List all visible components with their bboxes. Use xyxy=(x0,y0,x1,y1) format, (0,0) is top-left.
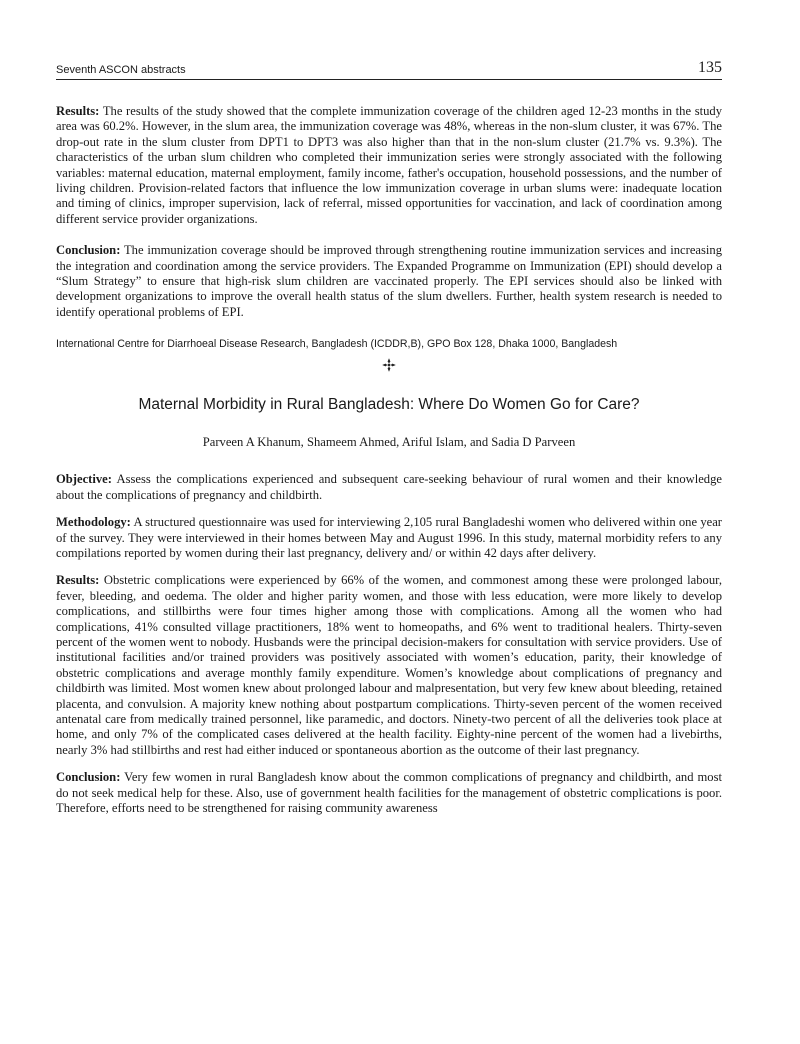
results-heading: Results: xyxy=(56,573,100,588)
article-title: Maternal Morbidity in Rural Bangladesh: Where Do Women Go for Care? xyxy=(138,396,640,414)
objective-paragraph xyxy=(56,472,722,503)
conclusion-text: Very few women in rural Bangladesh know about the common complications of pregnancy and childbirth, and most do not seek medical help for these. Also, use of government health facilities for the management of obstetric complications is poor. Therefore, efforts need to be strengthened for raising community awareness xyxy=(56,770,722,815)
section-divider xyxy=(56,357,722,377)
objective-heading: Objective: xyxy=(56,472,112,487)
ornament-cross-icon xyxy=(381,357,397,373)
affiliation: International Centre for Diarrhoeal Disease Research, Bangladesh (ICDDR,B), GPO Box 128, Dhaka 1000, Bangladesh xyxy=(56,338,618,351)
running-head xyxy=(56,60,722,80)
results-text: Obstetric complications were experienced by 66% of the women, and commonest among these were prolonged labour, fever, bleeding, and oedema. The older and higher parity women, and those with less education, were more likely to develop complications, and stillbirths were four times higher among those with complications. Among all the women who had complications, 41% consulted village practitioners, 18% went to homeopaths, and 6% went to traditional healers. Thirty-seven percent of the women went to nobody. Husbands were the principal decision-makers for consultation with service providers. Use of institutional facilities and/or trained providers was positively associated with women’s education, parity, their knowledge of obstetric complications and average monthly family expenditure. Women’s knowledge about complications of pregnancy and childbirth was limited. Most women knew about prolonged labour and malpresentation, but very few knew about bleeding, retained placenta, and convulsion. A majority knew nothing about postpartum complications. Thirty-seven percent of the women received antenatal care from medically trained personnel, like paramedic, and doctors. Ninety-two percent of all the deliveries took place at home, and only 7% of the complicated cases delivered at the health facility. Eighty-nine percent of the women had a livebirths, nearly 3% had stillbirths and rest had either induced or spontaneous abortion as the outcome of their last pregnancy. xyxy=(56,573,722,757)
conclusion-heading: Conclusion: xyxy=(56,770,121,785)
results-heading: Results: xyxy=(56,104,100,118)
journal-page xyxy=(56,60,722,816)
page-number: 135 xyxy=(698,59,722,76)
methodology-heading: Methodology: xyxy=(56,515,131,530)
results-paragraph-prev xyxy=(56,104,722,227)
conclusion-paragraph xyxy=(56,770,722,816)
conclusion-heading: Conclusion: xyxy=(56,243,121,258)
objective-text: Assess the complications experienced and subsequent care-seeking behaviour of rural women and their knowledge about the complications of pregnancy and childbirth. xyxy=(56,472,722,502)
methodology-paragraph xyxy=(56,515,722,561)
methodology-text: A structured questionnaire was used for interviewing 2,105 rural Bangladeshi women who delivered within one year of the survey. They were interviewed in their homes between May and August 1996. In this study, maternal morbidity refers to any compilations reported by women during their last pregnancy, delivery and/ or within 42 days after delivery. xyxy=(56,515,722,560)
results-text: The results of the study showed that the complete immunization coverage of the children aged 12-23 months in the study area was 60.2%. However, in the slum area, the immunization coverage was 48%, whereas in the non-slum cluster, it was 67%. The drop-out rate in the slum cluster from DPT1 to DPT3 was also higher than that in the non-slum cluster (21.7% vs. 9.3%). The characteristics of the urban slum children who completed their immunization series were strongly associated with the following variables: maternal education, maternal employment, family income, father's occupation, household possessions, and the number of living children. Provision-related factors that influence the low immunization coverage in urban slums were: inadequate location and timing of clinics, improper supervision, lack of referral, missed opportunities for vaccination, and lack of coordination among different service provider organizations. xyxy=(56,104,723,226)
conclusion-text: The immunization coverage should be improved through strengthening routine immunization services and increasing the integration and coordination among the service providers. The Expanded Programme on Immunization (EPI) should develop a “Slum Strategy” to ensure that high-risk slum children are vaccinated properly. The EPI services should also be linked with development organizations to improve the overall health status of the slum dwellers. Further, health system research is needed to identify operational problems of EPI. xyxy=(56,243,722,319)
results-paragraph xyxy=(56,573,722,758)
conclusion-paragraph-prev xyxy=(56,243,722,320)
article-authors: Parveen A Khanum, Shameem Ahmed, Ariful Islam, and Sadia D Parveen xyxy=(202,435,576,450)
journal-name: Seventh ASCON abstracts xyxy=(56,64,186,76)
